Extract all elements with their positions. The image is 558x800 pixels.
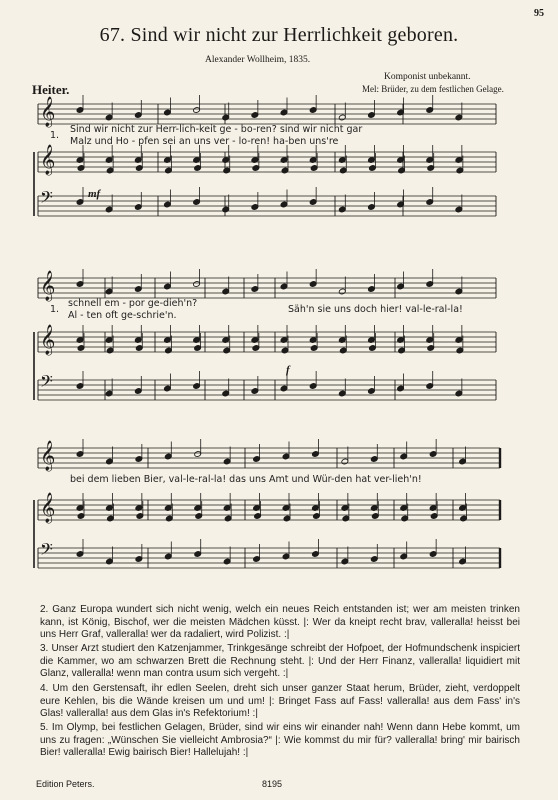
publisher-credit: Edition Peters.: [36, 779, 95, 789]
song-author: Alexander Wollheim, 1835.: [205, 55, 311, 65]
stanza-text: 4. Um den Gerstensaft, ihr edlen Seelen, dreht sich unser ganzer Staat herum, Brüder, zieht, verdoppelt eure Kehlen, bis die Wände kreisen um und um! |: Bringet Fass auf Fass! valleralla! aus dem Fass' in's Glas! valleralla! aus dem Glas in's Refektorium! :|: [40, 683, 520, 719]
bass-clef-icon: 𝄢: [40, 371, 53, 395]
verse-number: 1.: [50, 130, 60, 141]
lyrics-line: Malz und Ho - pfen sei an uns ver - lo-ren! ha-ben uns're: [70, 136, 339, 147]
lyrics-line: schnell em - por ge-dieh'n?: [68, 298, 198, 309]
song-title: 67. Sind wir nicht zur Herrlichkeit geboren.: [99, 24, 459, 46]
stanza-text: 5. Im Olymp, bei festlichen Gelagen, Brüder, sind wir eins wir einander nah! Wenn dann Hebe kommt, um uns zu fragen: „Wünschen Sie vielleicht Ambrosia?“ |: Wie kommst du mir für? valleralla! bring' mir bairisch Bier! valleralla! Ewig bairisch Bier! Hallelujah! :|: [40, 722, 520, 758]
treble-clef-icon: 𝄞: [40, 325, 56, 355]
bass-clef-icon: 𝄢: [40, 187, 53, 211]
plate-number: 8195: [262, 779, 283, 789]
treble-clef-icon: 𝄞: [40, 493, 56, 523]
melody-note: Mel: Brüder, zu dem festlichen Gelage.: [362, 84, 504, 94]
tempo-marking: Heiter.: [32, 82, 70, 97]
page-number: 95: [534, 8, 544, 19]
treble-clef-icon: 𝄞: [40, 441, 56, 471]
dynamic-marking: mf: [88, 188, 101, 200]
dynamic-marking: f: [286, 364, 290, 376]
stanza-text: 2. Ganz Europa wundert sich nicht wenig, welch ein neues Reich entstanden ist; wer am meisten trinken kann, ist König, Bischof, wer die meisten Mädchen küsst. |: Wer da kneipt recht brav, valleralla! heisst bei uns Herr Graf, valleralla! wer da radaliert, wird Polizist. :|: [40, 604, 520, 640]
bass-clef-icon: 𝄢: [40, 539, 53, 563]
composer-credit: Komponist unbekannt.: [384, 72, 471, 82]
treble-clef-icon: 𝄞: [40, 271, 56, 301]
verse-number: 1.: [50, 304, 60, 315]
stanza-text: 3. Unser Arzt studiert den Katzenjammer, Trinkgesänge schreibt der Hofpoet, der Hofmundschenk inspiciert die Kammer, wo am schwarzen Brett die Rechnung steht. |: Und der Herr Finanz, valleralla! liquidiert mit Glanz, valleralla! wenn man contra usum sich vergeht. :|: [40, 643, 520, 679]
lyrics-line: Al - ten oft ge-schrie'n.: [68, 310, 177, 321]
lyrics-line: bei dem lieben Bier, val-le-ral-la! das uns Amt und Wür-den hat ver-lieh'n!: [70, 474, 422, 485]
treble-clef-icon: 𝄞: [40, 145, 56, 175]
lyrics-line: Säh'n sie uns doch hier! val-le-ral-la!: [288, 304, 463, 315]
lyrics-line: Sind wir nicht zur Herr-lich-keit ge - bo-ren? sind wir nicht gar: [70, 124, 363, 135]
treble-clef-icon: 𝄞: [40, 97, 56, 127]
